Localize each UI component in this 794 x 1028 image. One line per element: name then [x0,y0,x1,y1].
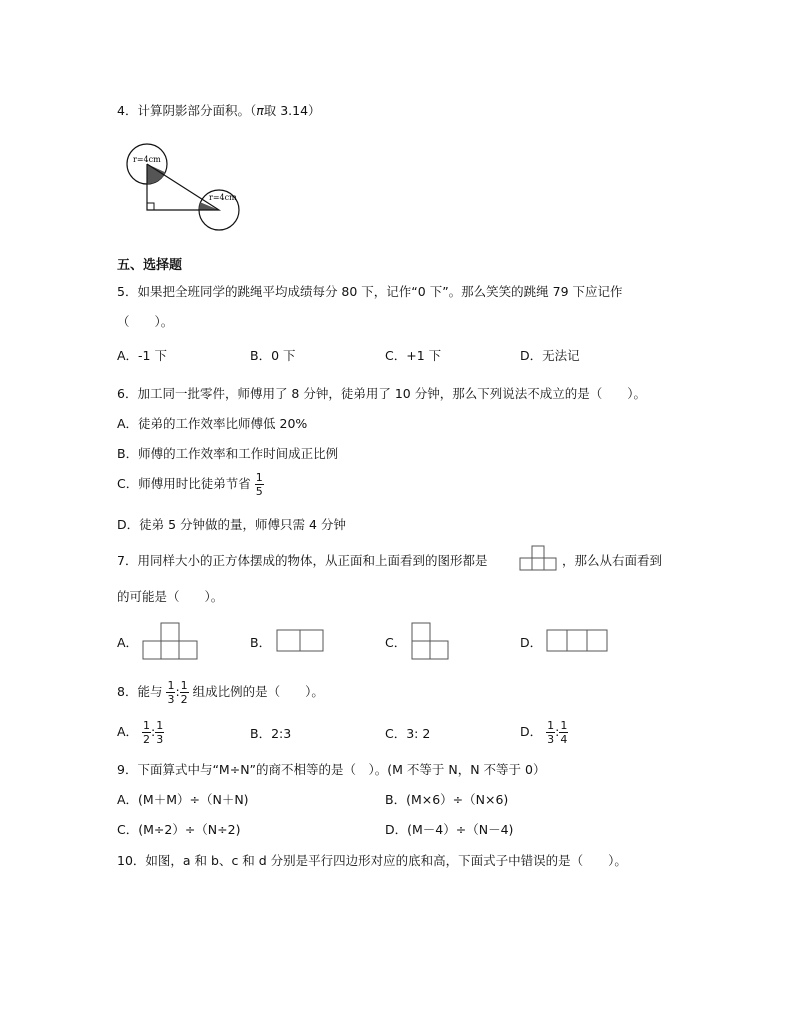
q6-option-a: A．徒弟的工作效率比师傅低 20% [117,416,308,431]
q8-option-b: B．2:3 [250,726,292,741]
q9-stem: 9．下面算式中与“M÷N”的商不相等的是（ ）。(M 不等于 N，N 不等于 0） [117,762,546,777]
q9-option-a: A．(M＋M）÷（N＋N) [117,792,249,807]
fraction: $\frac{1}{2}$ [180,679,188,706]
fraction: $\frac{1}{5}$ [255,471,263,498]
q8-option-c: C．3: 2 [385,726,431,741]
q4-figure [125,140,255,235]
q7-option-b: B． [250,635,272,650]
q7-stem-line1: 7．用同样大小的正方体摆成的物体，从正面和上面看到的图形都是 [117,553,488,568]
right-angle-mark [147,203,154,210]
q9-option-c: C．(M÷2）÷（N÷2) [117,822,241,837]
q7-option-c-figure [411,622,451,660]
q7-option-c: C． [385,635,407,650]
q9-option-b: B．(M×6）÷（N×6) [385,792,509,807]
q7-option-b-figure [276,629,326,653]
fraction: $\frac{1}{3}$ [167,679,175,706]
q5-paren: （ ）。 [117,314,174,329]
q6-option-b: B．师傅的工作效率和工作时间成正比例 [117,446,339,461]
fraction: $\frac{1}{4}$ [560,719,568,746]
q7-view-figure [519,545,559,573]
q7-option-d: D． [520,635,543,650]
q8-stem: 8．能与 $\frac{1}{3}$ : $\frac{1}{2}$ 组成比例的是（ ）。 [117,679,324,706]
right-triangle [147,164,219,210]
fraction: $\frac{1}{3}$ [156,719,164,746]
q7-stem-line1b: ，那么从右面看到 [562,553,663,568]
q5-option-c: C．+1 下 [385,348,442,363]
q8-option-a: A． $\frac{1}{2}$ : $\frac{1}{3}$ [117,719,164,746]
q10-stem: 10．如图，a 和 b、c 和 d 分别是平行四边形对应的底和高，下面式子中错误的是（ ）。 [117,853,627,868]
radius-label-left: r=4cm [133,155,161,164]
q6-option-c: C．师傅用时比徒弟节省 $\frac{1}{5}$ [117,471,263,498]
q5-stem: 5．如果把全班同学的跳绳平均成绩每分 80 下，记作“0 下”。那么笑笑的跳绳 79 下应记作 [117,284,623,299]
q8-option-d: D． $\frac{1}{3}$ : $\frac{1}{4}$ [520,719,568,746]
q6-option-d: D．徒弟 5 分钟做的量，师傅只需 4 分钟 [117,517,346,532]
q7-option-a-figure [142,622,198,660]
q6-stem: 6．加工同一批零件，师傅用了 8 分钟，徒弟用了 10 分钟，那么下列说法不成立的是（ ）。 [117,386,646,401]
q5-option-b: B．0 下 [250,348,296,363]
section-title: 五、选择题 [117,258,183,273]
radius-label-right: r=4cm [209,193,237,202]
q5-option-d: D．无法记 [520,348,580,363]
q5-option-a: A．-1 下 [117,348,167,363]
q9-option-d: D．(M－4）÷（N－4) [385,822,514,837]
fraction: $\frac{1}{3}$ [547,719,555,746]
q7-option-d-figure [546,629,610,653]
q7-stem-line2: 的可能是（ ）。 [117,589,224,604]
q4-stem: 4．计算阴影部分面积。（π取 3.14） [117,103,321,118]
fraction: $\frac{1}{2}$ [143,719,151,746]
q7-option-a: A． [117,635,139,650]
